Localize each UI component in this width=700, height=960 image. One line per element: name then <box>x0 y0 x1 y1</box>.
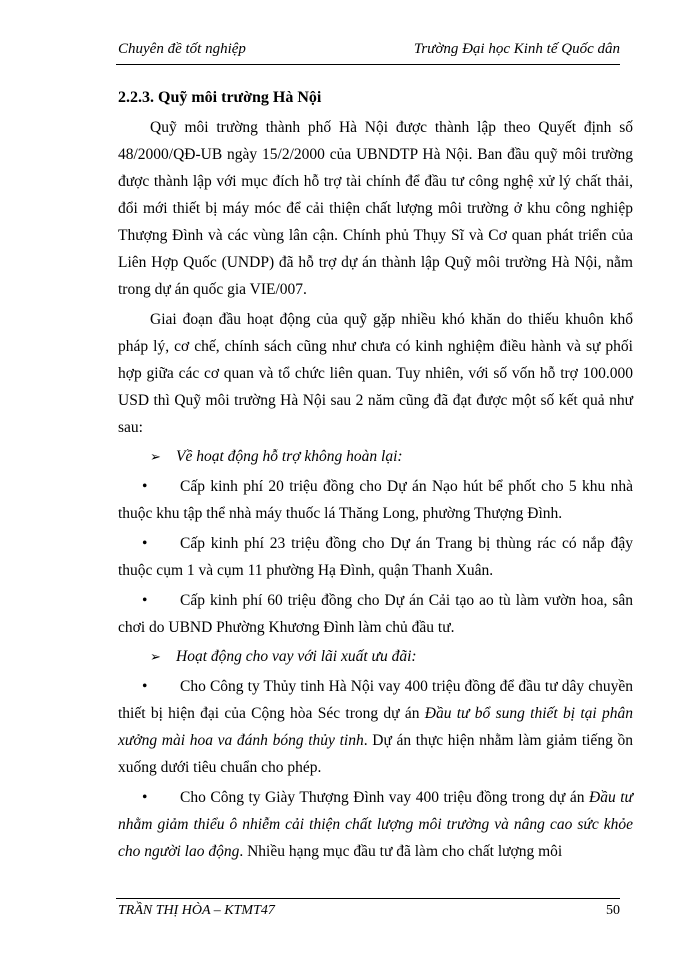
bullet-icon: • <box>142 789 148 806</box>
page-header <box>116 38 620 65</box>
bullet-icon: • <box>142 678 148 695</box>
header-left: Chuyên đề tốt nghiệp <box>118 41 246 57</box>
bullet-icon: • <box>142 535 148 552</box>
page-number: 50 <box>606 903 620 918</box>
page-body <box>118 84 633 865</box>
list-item-text: . Nhiều hạng mục đầu tư đã làm cho chất lượng môi <box>239 843 563 860</box>
list-item <box>118 473 633 527</box>
arrow-bullet-icon: ➢ <box>150 449 161 464</box>
arrow-bullet-icon: ➢ <box>150 649 161 664</box>
page-footer <box>116 898 620 925</box>
bullet-icon: • <box>142 592 148 609</box>
list-item-text: . Dự án thực hiện nhằm làm giảm tiếng ồn xuống dưới tiêu chuẩn cho phép. <box>118 732 633 776</box>
header-right: Trường Đại học Kinh tế Quốc dân <box>413 41 620 57</box>
paragraph-1: Quỹ môi trường thành phố Hà Nội được thành lập theo Quyết định số 48/2000/QĐ-UB ngày 15/2/2000 của UBNDTP Hà Nội. Ban đầu quỹ môi trường được thành lập với mục đích hỗ trợ tài chính để đầu tư công nghệ xử lý chất thải, đổi mới thiết bị máy móc để cải thiện chất lượng môi trường ở khu công nghiệp Thượng Đình và các vùng lân cận. Chính phủ Thụy Sĩ và Cơ quan phát triển của Liên Hợp Quốc (UNDP) đã hỗ trợ dự án thành lập Quỹ môi trường Hà Nội, nằm trong dự án quốc gia VIE/007. <box>118 119 633 298</box>
paragraph-2: Giai đoạn đầu hoạt động của quỹ gặp nhiều khó khăn do thiếu khuôn khổ pháp lý, cơ chế, chính sách cũng như chưa có kinh nghiệm điều hành và sự phối hợp giữa các cơ quan và tổ chức liên quan. Tuy nhiên, với số vốn hỗ trợ 100.000 USD thì Quỹ môi trường Hà Nội sau 2 năm cũng đã đạt được một số kết quả như sau: <box>118 311 633 436</box>
section-heading: 2.2.3. Quỹ môi trường Hà Nội <box>118 89 322 106</box>
list-item-text: Cho Công ty Thủy tinh Hà Nội vay 400 triệu đồng để đầu tư dây chuyền thiết bị hiện đại của Cộng hòa Séc trong dự án <box>118 678 633 722</box>
bullet-icon: • <box>142 478 148 495</box>
subsection-title-1 <box>118 443 633 470</box>
list-item <box>118 784 633 865</box>
list-item <box>118 530 633 584</box>
list-item <box>118 587 633 641</box>
project-name: Đầu tư nhằm giảm thiểu ô nhiễm cải thiện chất lượng môi trường và nâng cao sức khỏe cho người lao động <box>118 789 633 860</box>
list-item-text: Cấp kinh phí 23 triệu đồng cho Dự án Trang bị thùng rác có nắp đậy thuộc cụm 1 và cụm 11 phường Hạ Đình, quận Thanh Xuân. <box>118 535 633 579</box>
list-item <box>118 673 633 781</box>
project-name: Đầu tư bổ sung thiết bị tại phân xưởng mài hoa va đánh bóng thủy tinh <box>118 705 633 749</box>
list-item-text: Cho Công ty Giày Thượng Đình vay 400 triệu đồng trong dự án <box>180 789 589 806</box>
footer-author: TRẦN THỊ HÒA – KTMT47 <box>118 903 275 918</box>
list-item-text: Cấp kinh phí 20 triệu đồng cho Dự án Nạo hút bể phốt cho 5 khu nhà thuộc khu tập thể nhà máy thuốc lá Thăng Long, phường Thượng Đình. <box>118 478 633 522</box>
subsection-title-2 <box>118 643 633 670</box>
list-item-text: Cấp kinh phí 60 triệu đồng cho Dự án Cải tạo ao tù làm vườn hoa, sân chơi do UBND Phường Khương Đình làm chủ đầu tư. <box>118 592 633 636</box>
subsection-title-text: Hoạt động cho vay với lãi xuất ưu đãi: <box>176 648 417 665</box>
subsection-title-text: Về hoạt động hỗ trợ không hoàn lại: <box>176 448 403 465</box>
